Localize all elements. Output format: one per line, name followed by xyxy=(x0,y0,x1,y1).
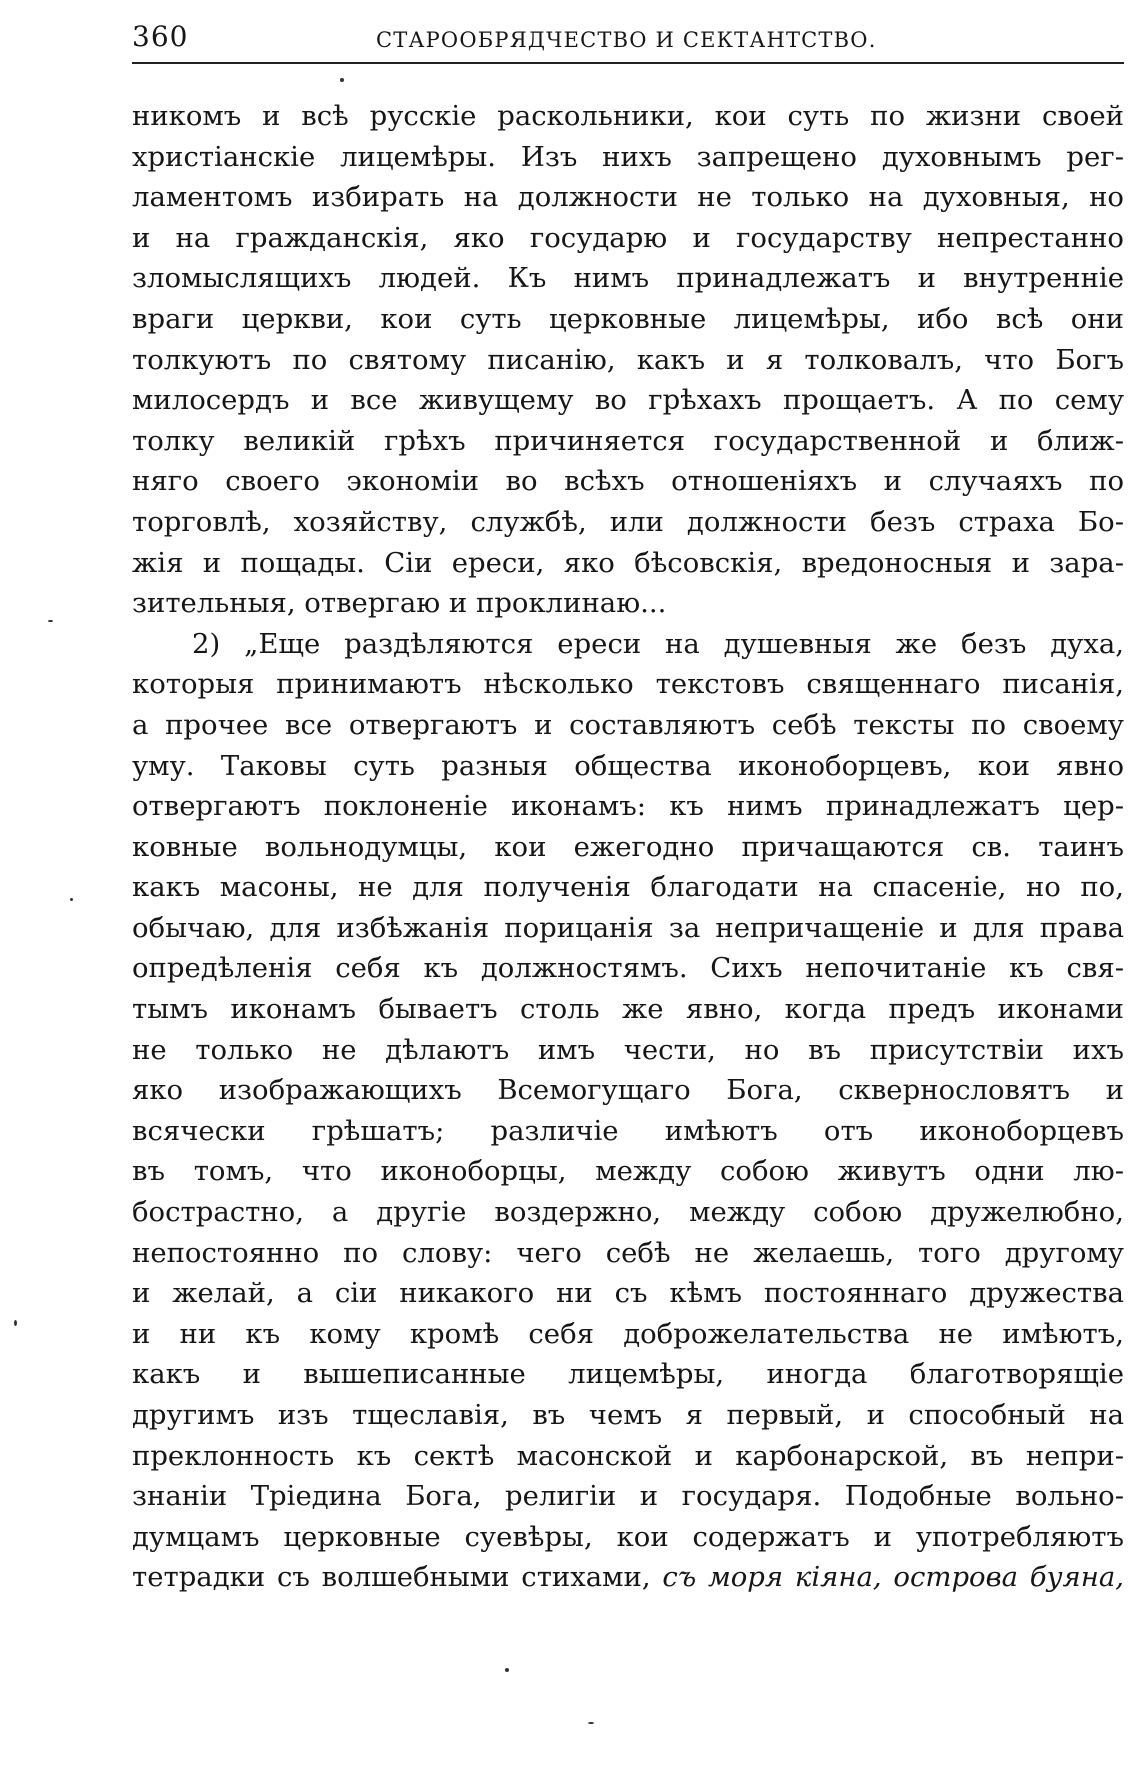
text-line: отвергаютъ поклоненіе иконамъ: къ нимъ принадлежатъ цер- xyxy=(132,790,1124,823)
text-line: зломыслящихъ людей. Къ нимъ принадлежатъ и внутренніе xyxy=(132,262,1124,295)
text-line: которыя принимаютъ нѣсколько текстовъ священнаго писанія, xyxy=(132,668,1124,701)
text-line: опредѣленія себя къ должностямъ. Сихъ непочитаніе къ свя- xyxy=(132,952,1124,985)
print-speck xyxy=(14,1320,17,1326)
running-title: СТАРООБРЯДЧЕСТВО И СЕКТАНТСТВО. xyxy=(376,28,877,52)
text-line: другимъ изъ тщеславія, въ чемъ я первый, и способный на xyxy=(132,1399,1124,1431)
print-speck xyxy=(340,78,344,82)
text-line: уму. Таковы суть разныя общества иконоборцевъ, кои явно xyxy=(132,749,1124,782)
text-line: толку великій грѣхъ причиняется государственной и ближ- xyxy=(132,424,1124,457)
text-line: жія и пощады. Сіи ереси, яко бѣсовскія, вредоносныя и зара- xyxy=(132,546,1124,579)
text-line: и на гражданскія, яко государю и государству непрестанно xyxy=(132,221,1124,254)
text-line: бострастно, а другіе воздержно, между собою дружелюбно, xyxy=(132,1196,1124,1229)
text-line: знаніи Тріедина Бога, религіи и государя. Подобные вольно- xyxy=(132,1480,1124,1513)
print-speck xyxy=(505,1668,509,1672)
text-line: ламентомъ избирать на должности не только на духовныя, но xyxy=(132,181,1124,214)
header-rule xyxy=(132,62,1124,64)
text-line: няго своего экономіи во всѣхъ отношеніяхъ и случаяхъ по xyxy=(132,465,1124,498)
text-line: зительныя, отвергаю и проклинаю... xyxy=(132,587,667,620)
text-line: преклонность къ сектѣ масонской и карбонарской, въ непри- xyxy=(132,1439,1124,1472)
print-speck xyxy=(70,898,73,901)
final-line-plain: тетрадки съ волшебными стихами, xyxy=(132,1561,651,1594)
text-line: а прочее все отвергаютъ и составляютъ себѣ тексты по своему xyxy=(132,708,1124,741)
final-text-line xyxy=(132,1557,1124,1598)
body-text xyxy=(132,96,1124,1598)
text-line: обычаю, для избѣжанія порицанія за непричащеніе и для права xyxy=(132,911,1124,944)
text-line: въ томъ, что иконоборцы, между собою живутъ одни лю- xyxy=(132,1155,1124,1188)
text-line: не только не дѣлаютъ имъ чести, но въ присутствіи ихъ xyxy=(132,1033,1124,1066)
text-line: толкуютъ по святому писанію, какъ и я толковалъ, что Богъ xyxy=(132,343,1124,376)
text-line: какъ масоны, не для полученія благодати на спасеніе, но по, xyxy=(132,871,1124,904)
text-line: враги церкви, кои суть церковные лицемѣры, ибо всѣ они xyxy=(132,302,1124,335)
text-line: яко изображающихъ Всемогущаго Бога, сквернословятъ и xyxy=(132,1074,1124,1107)
text-line: всячески грѣшатъ; различіе имѣютъ отъ иконоборцевъ xyxy=(132,1114,1124,1147)
text-line: никомъ и всѣ русскіе раскольники, кои суть по жизни своей xyxy=(132,100,1124,132)
text-line: торговлѣ, хозяйству, службѣ, или должности безъ страха Бо- xyxy=(132,505,1124,538)
text-line: христіанскіе лицемѣры. Изъ нихъ запрещено духовнымъ рег- xyxy=(132,140,1124,173)
text-line: тымъ иконамъ бываетъ столь же явно, когда предъ иконами xyxy=(132,993,1124,1026)
text-line: какъ и вышеписанные лицемѣры, иногда благотворящіе xyxy=(132,1358,1124,1391)
print-speck xyxy=(48,620,53,622)
text-line: и желай, а сіи никакого ни съ кѣмъ постояннаго дружества xyxy=(132,1277,1124,1310)
text-line: ковные вольнодумцы, кои ежегодно причащаются св. таинъ xyxy=(132,830,1124,863)
print-speck xyxy=(588,1722,594,1724)
page-number: 360 xyxy=(132,20,189,53)
final-line-italic: съ моря кіяна, острова буяна, xyxy=(662,1561,1124,1594)
text-line: думцамъ церковные суевѣры, кои содержатъ и употребляютъ xyxy=(132,1520,1124,1553)
paragraph-start-line: 2) „Еще раздѣляются ереси на душевныя же безъ духа, xyxy=(192,627,1124,660)
text-line: и ни къ кому кромѣ себя доброжелательства не имѣютъ, xyxy=(132,1317,1124,1350)
running-head xyxy=(132,14,1124,62)
text-line: непостоянно по слову: чего себѣ не желаешь, того другому xyxy=(132,1236,1124,1269)
text-line: милосердъ и все живущему во грѣхахъ прощаетъ. А по сему xyxy=(132,384,1124,417)
